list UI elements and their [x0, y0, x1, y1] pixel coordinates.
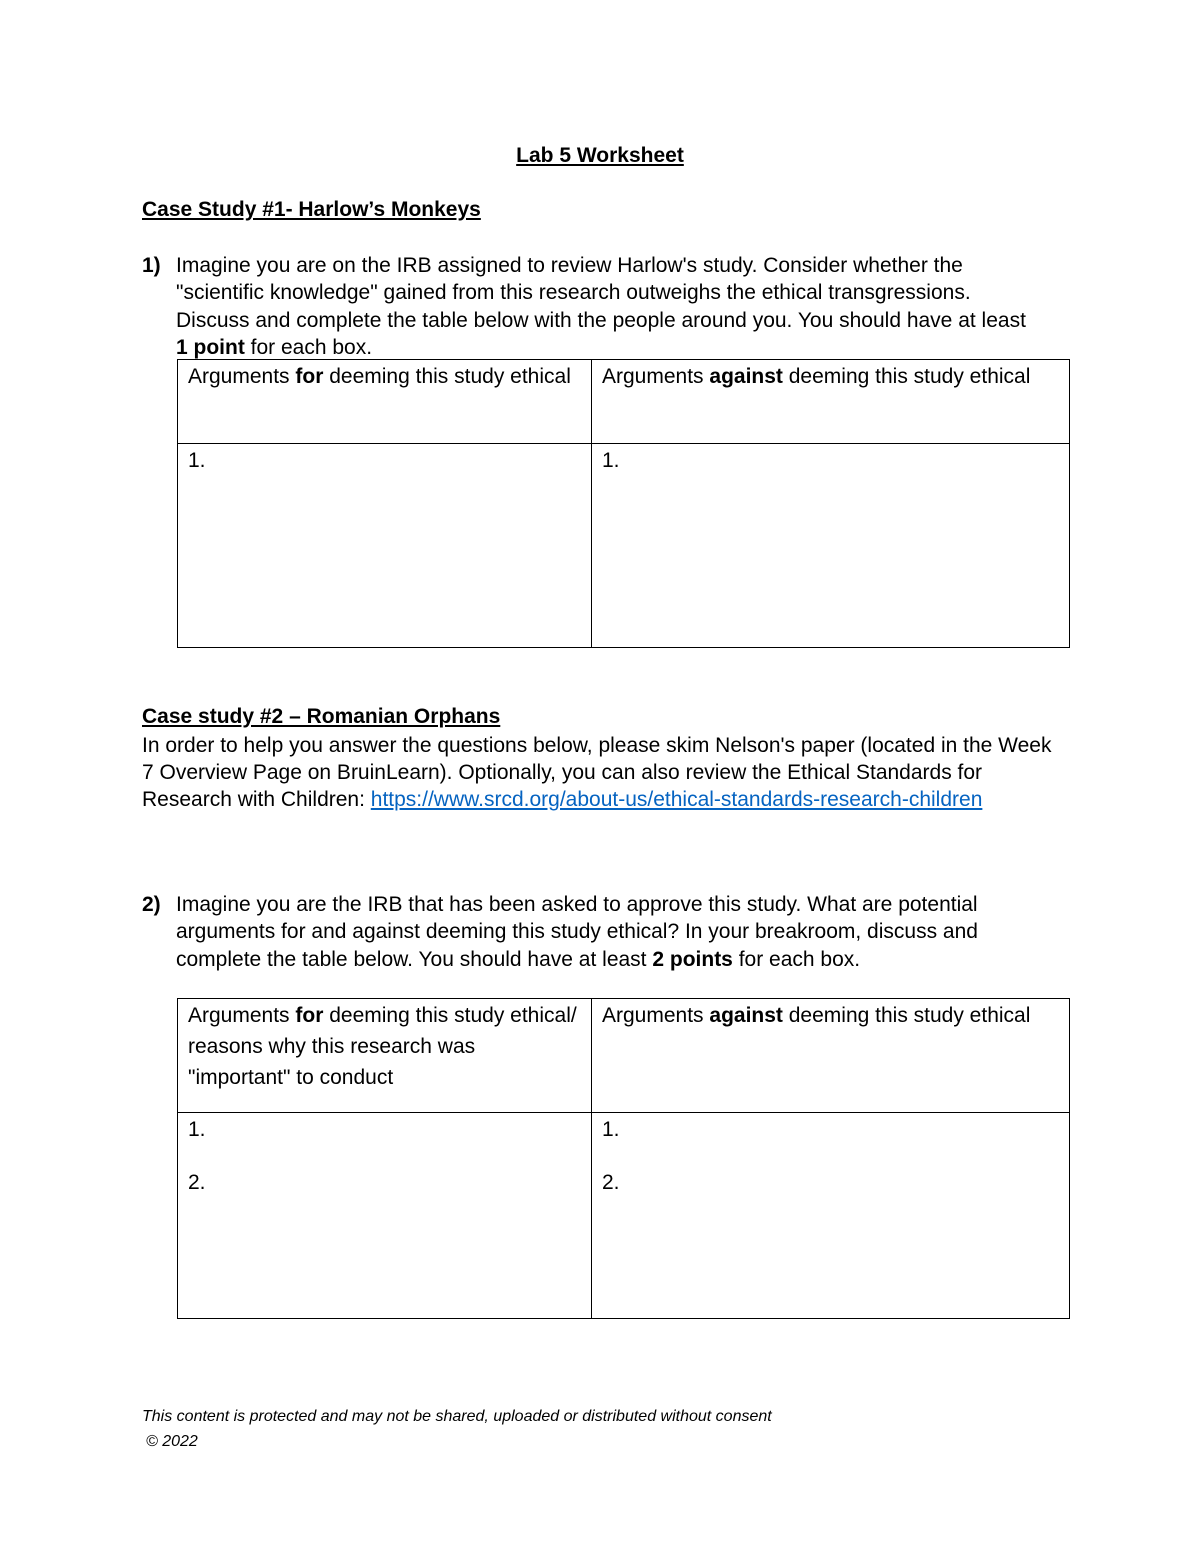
- arguments-for-header: Arguments for deeming this study ethical/ reasons why this research was "important" to conduct: [178, 999, 592, 1113]
- case-study-2-heading: Case study #2 – Romanian Orphans: [142, 705, 501, 728]
- arguments-for-header: Arguments for deeming this study ethical: [178, 360, 592, 444]
- case-1-arguments-table: [177, 359, 1070, 648]
- srcd-ethical-standards-link[interactable]: https://www.srcd.org/about-us/ethical-standards-research-children: [370, 788, 983, 811]
- page-title: Lab 5 Worksheet: [516, 144, 684, 167]
- arguments-against-answer-cell[interactable]: 1. 2.: [592, 1113, 1070, 1319]
- case-study-2-intro: In order to help you answer the questions below, please skim Nelson's paper (located in the Week 7 Overview Page on BruinLearn). Optionally, you can also review the Ethical Standards for Research with Children: https://www.srcd.org/about-us/ethical-standards-research-children: [142, 734, 1052, 811]
- footer-copyright: © 2022: [146, 1433, 198, 1450]
- question-1-text: Imagine you are on the IRB assigned to review Harlow's study. Consider whether the "scientific knowledge" gained from this research outweighs the ethical transgressions. Discuss and complete the table below with the people around you. You should have at least 1 point for each box.: [176, 254, 1026, 359]
- arguments-against-header: Arguments against deeming this study ethical: [592, 360, 1070, 444]
- footer-notice: This content is protected and may not be shared, uploaded or distributed without consent: [142, 1408, 772, 1425]
- table-answer-row: [178, 1113, 1070, 1319]
- question-2: [142, 891, 1042, 973]
- table-answer-row: [178, 444, 1070, 648]
- question-1: [142, 252, 1042, 361]
- arguments-for-answer-cell[interactable]: 1.: [178, 444, 592, 648]
- question-2-number: 2): [142, 893, 161, 916]
- question-2-text: Imagine you are the IRB that has been asked to approve this study. What are potential arguments for and against deeming this study ethical? In your breakroom, discuss and complete the table below. You should have at least 2 points for each box.: [176, 893, 978, 971]
- table-header-row: [178, 999, 1070, 1113]
- arguments-against-answer-cell[interactable]: 1.: [592, 444, 1070, 648]
- case-2-arguments-table: [177, 998, 1070, 1319]
- question-1-number: 1): [142, 254, 161, 277]
- table-header-row: [178, 360, 1070, 444]
- arguments-for-answer-cell[interactable]: 1. 2.: [178, 1113, 592, 1319]
- arguments-against-header: Arguments against deeming this study ethical: [592, 999, 1070, 1113]
- case-study-1-heading: Case Study #1- Harlow’s Monkeys: [142, 198, 481, 221]
